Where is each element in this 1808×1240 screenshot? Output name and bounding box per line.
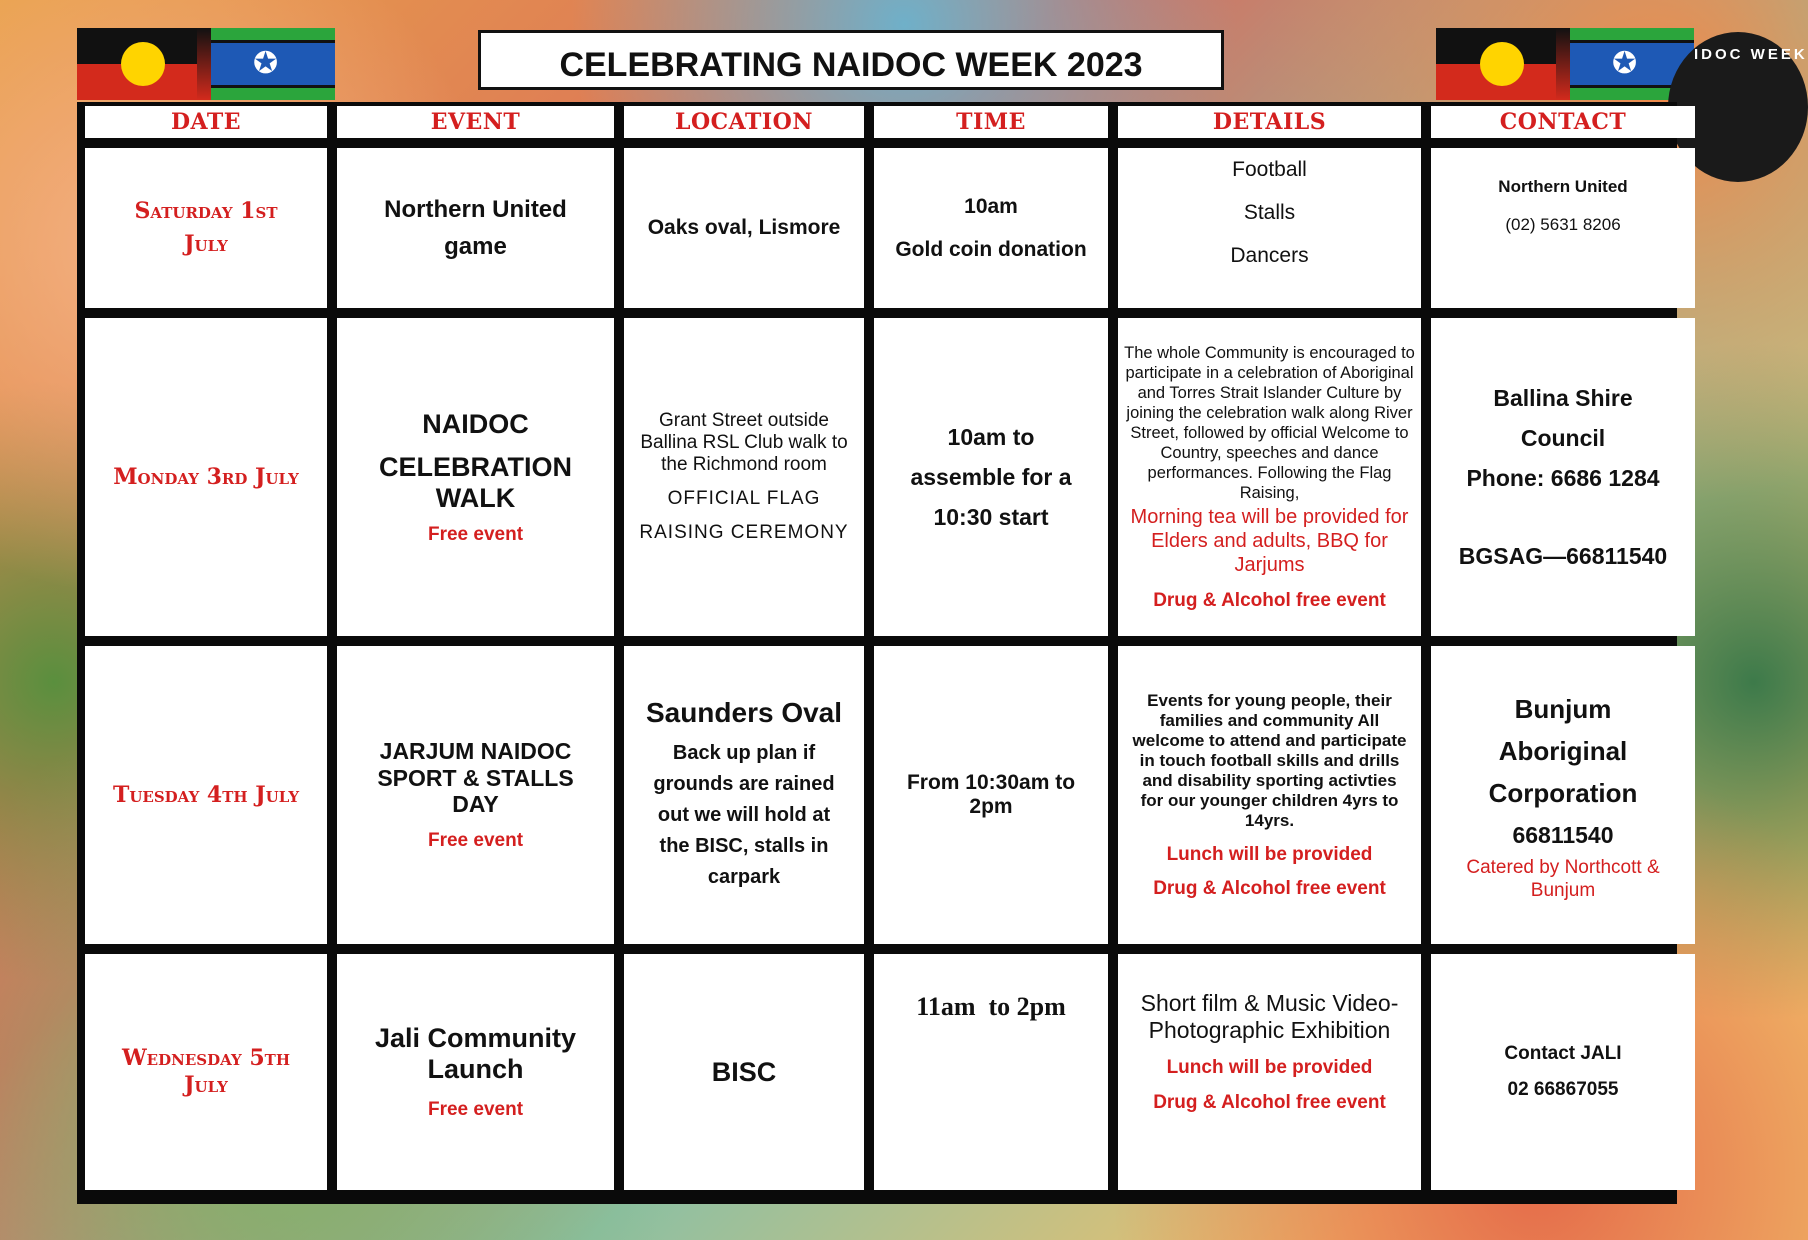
header-event: EVENT bbox=[337, 106, 614, 138]
row3-details bbox=[1118, 646, 1421, 944]
header-date: DATE bbox=[85, 106, 327, 138]
event-title: JARJUM NAIDOC SPORT & STALLS DAY bbox=[377, 738, 574, 818]
drug-alcohol-free-label: Drug & Alcohol free event bbox=[1153, 878, 1386, 899]
lunch-provided-label: Lunch will be provided bbox=[1166, 844, 1373, 865]
row2-location bbox=[624, 318, 864, 636]
row4-details bbox=[1118, 954, 1421, 1190]
row2-date bbox=[85, 318, 327, 636]
location-title: Saunders Oval bbox=[645, 697, 843, 728]
row4-contact bbox=[1431, 954, 1695, 1190]
naidoc-week-badge: IDOC WEEK bbox=[1668, 32, 1808, 182]
location-text: Back up plan if grounds are rained out we will hold at the BISC, stalls in carpark bbox=[653, 742, 835, 888]
date-line: July bbox=[184, 231, 228, 257]
location-text: Grant Street outside Ballina RSL Club walk to the Richmond room bbox=[640, 410, 848, 476]
contact-line: Aboriginal bbox=[1498, 736, 1628, 766]
event-title: NAIDOC bbox=[422, 408, 529, 439]
free-event-label: Free event bbox=[427, 1099, 524, 1121]
location-text: OFFICIAL FLAG bbox=[667, 487, 821, 509]
row1-contact bbox=[1431, 148, 1695, 308]
time-note: Gold coin donation bbox=[895, 238, 1087, 261]
row3-contact bbox=[1431, 646, 1695, 944]
row4-event bbox=[337, 954, 614, 1190]
aboriginal-flag-icon bbox=[77, 28, 209, 100]
row4-date bbox=[85, 954, 327, 1190]
details-highlight: Morning tea will be provided for Elders and adults, BBQ for Jarjums bbox=[1130, 506, 1409, 576]
row2-event bbox=[337, 318, 614, 636]
time-text: 10am bbox=[964, 195, 1018, 218]
header-time: TIME bbox=[874, 106, 1108, 138]
page-title: CELEBRATING NAIDOC WEEK 2023 bbox=[478, 30, 1224, 90]
torres-strait-flag-icon: ✪ bbox=[1562, 28, 1694, 100]
contact-name: Contact JALI bbox=[1504, 1043, 1622, 1064]
lunch-provided-label: Lunch will be provided bbox=[1166, 1057, 1373, 1078]
free-event-label: Free event bbox=[427, 829, 524, 851]
contact-line: Corporation bbox=[1488, 778, 1638, 808]
free-event-label: Free event bbox=[427, 523, 524, 545]
contact-phone: BGSAG—66811540 bbox=[1458, 543, 1668, 569]
event-title: CELEBRATION WALK bbox=[379, 451, 572, 513]
contact-phone: Phone: 6686 1284 bbox=[1466, 465, 1660, 491]
header-contact: CONTACT bbox=[1431, 106, 1695, 138]
time-text: From 10:30am to 2pm bbox=[906, 770, 1076, 818]
flags-right bbox=[1436, 28, 1694, 100]
row2-details bbox=[1118, 318, 1421, 636]
location-text: BISC bbox=[711, 1056, 777, 1087]
drug-alcohol-free-label: Drug & Alcohol free event bbox=[1153, 590, 1386, 611]
detail-item: Stalls bbox=[1243, 201, 1296, 224]
row1-event bbox=[337, 148, 614, 308]
row4-location bbox=[624, 954, 864, 1190]
date-line: Wednesday 5th July bbox=[121, 1045, 291, 1098]
row3-location bbox=[624, 646, 864, 944]
event-title: Jali Community Launch bbox=[374, 1023, 577, 1085]
contact-phone: 02 66867055 bbox=[1507, 1079, 1619, 1100]
row1-location bbox=[624, 148, 864, 308]
details-text: Short film & Music Video- Photographic Exhibition bbox=[1140, 990, 1399, 1043]
header-location: LOCATION bbox=[624, 106, 864, 138]
flags-left bbox=[77, 28, 335, 100]
contact-name: Northern United bbox=[1498, 177, 1628, 196]
torres-strait-flag-icon: ✪ bbox=[203, 28, 335, 100]
row2-contact bbox=[1431, 318, 1695, 636]
event-table bbox=[77, 102, 1677, 1204]
detail-item: Football bbox=[1232, 158, 1307, 181]
details-text: The whole Community is encouraged to participate in a celebration of Aboriginal and Torres Strait Islander Culture by joining the celebration walk along River Street, followed by official Welcome to Country, speeches and dance performances. Following the Flag Raising, bbox=[1124, 344, 1415, 502]
row2-time bbox=[874, 318, 1108, 636]
event-title: Northern United game bbox=[384, 196, 567, 260]
row1-time bbox=[874, 148, 1108, 308]
contact-line: Council bbox=[1520, 425, 1606, 451]
time-text: 10am to assemble for a 10:30 start bbox=[910, 424, 1072, 530]
time-text: 11am to 2pm bbox=[916, 992, 1066, 1021]
location-text: Oaks oval, Lismore bbox=[647, 216, 841, 239]
row1-date bbox=[85, 148, 327, 308]
contact-line: Ballina Shire bbox=[1493, 385, 1633, 411]
details-text: Events for young people, their families and community All welcome to attend and participate in touch football skills and drills and disability sporting activties for our younger children 4yrs to 14yrs. bbox=[1132, 691, 1407, 830]
aboriginal-flag-icon bbox=[1436, 28, 1568, 100]
date-line: Tuesday 4th July bbox=[112, 781, 300, 808]
row3-event bbox=[337, 646, 614, 944]
date-line: Monday 3rd July bbox=[113, 463, 299, 490]
date-line: Saturday 1st bbox=[134, 198, 278, 224]
contact-phone: (02) 5631 8206 bbox=[1505, 215, 1621, 234]
header-details: DETAILS bbox=[1118, 106, 1421, 138]
contact-line: Bunjum bbox=[1514, 694, 1612, 724]
row3-time bbox=[874, 646, 1108, 944]
location-text: RAISING CEREMONY bbox=[639, 521, 849, 543]
row4-time bbox=[874, 954, 1108, 1190]
contact-phone: 66811540 bbox=[1512, 822, 1614, 848]
row1-details bbox=[1118, 148, 1421, 308]
drug-alcohol-free-label: Drug & Alcohol free event bbox=[1153, 1092, 1386, 1113]
detail-item: Dancers bbox=[1230, 244, 1309, 267]
catered-by-note: Catered by Northcott & Bunjum bbox=[1466, 857, 1660, 901]
row3-date bbox=[85, 646, 327, 944]
